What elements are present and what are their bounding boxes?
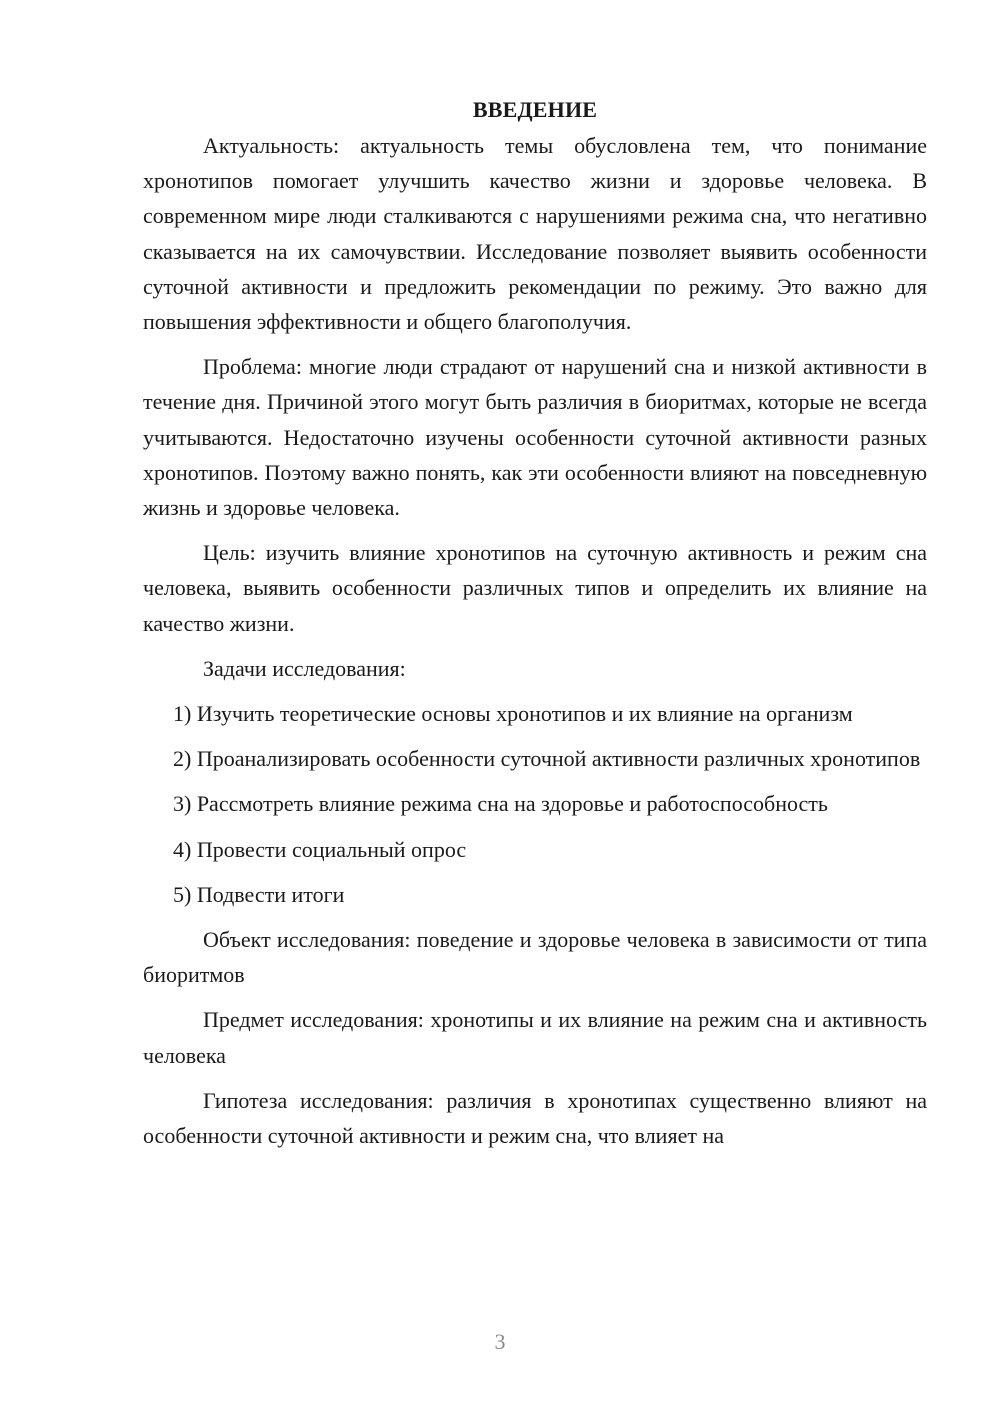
section-heading: ВВЕДЕНИЕ	[472, 97, 598, 122]
task-item-3: 3) Рассмотреть влияние режима сна на здоровье и работоспособность	[173, 791, 828, 817]
task-item-2: 2) Проанализировать особенности суточной активности различных хронотипов	[173, 746, 921, 772]
paragraph-problem: Проблема: многие люди страдают от нарушений сна и низкой активности в течение дня. Причиной этого могут быть различия в биоритмах, которые не всегда учитываются. Недостаточно изучены особенности суточной активности разных хронотипов. Поэтому важно понять, как эти особенности влияют на повседневную жизнь и здоровье человека.	[143, 354, 927, 521]
paragraph-object: Объект исследования: поведение и здоровье человека в зависимости от типа биоритмов	[143, 927, 927, 988]
paragraph-subject: Предмет исследования: хронотипы и их влияние на режим сна и активность человека	[143, 1007, 927, 1068]
task-item-4: 4) Провести социальный опрос	[173, 836, 467, 862]
paragraph-tasks-heading: Задачи исследования:	[203, 655, 406, 681]
task-item-1: 1) Изучить теоретические основы хронотипов и их влияние на организм	[173, 701, 853, 727]
task-item-5: 5) Подвести итоги	[173, 881, 345, 907]
paragraph-hypothesis: Гипотеза исследования: различия в хронотипах существенно влияют на особенности суточной активности и режим сна, что влияет на	[143, 1087, 927, 1149]
paragraph-relevance: Актуальность: актуальность темы обусловлена тем, что понимание хронотипов помогает улучшить качество жизни и здоровье человека. В современном мире люди сталкиваются с нарушениями режима сна, что негативно сказывается на их самочувствии. Исследование позволяет выявить особенности суточной активности и предложить рекомендации по режиму. Это важно для повышения эффективности и общего благополучия.	[143, 133, 927, 335]
paragraph-goal: Цель: изучить влияние хронотипов на суточную активность и режим сна человека, выявить особенности различных типов и определить их влияние на качество жизни.	[143, 540, 927, 636]
page-number: 3	[494, 1329, 506, 1354]
document-page	[143, 92, 927, 1163]
